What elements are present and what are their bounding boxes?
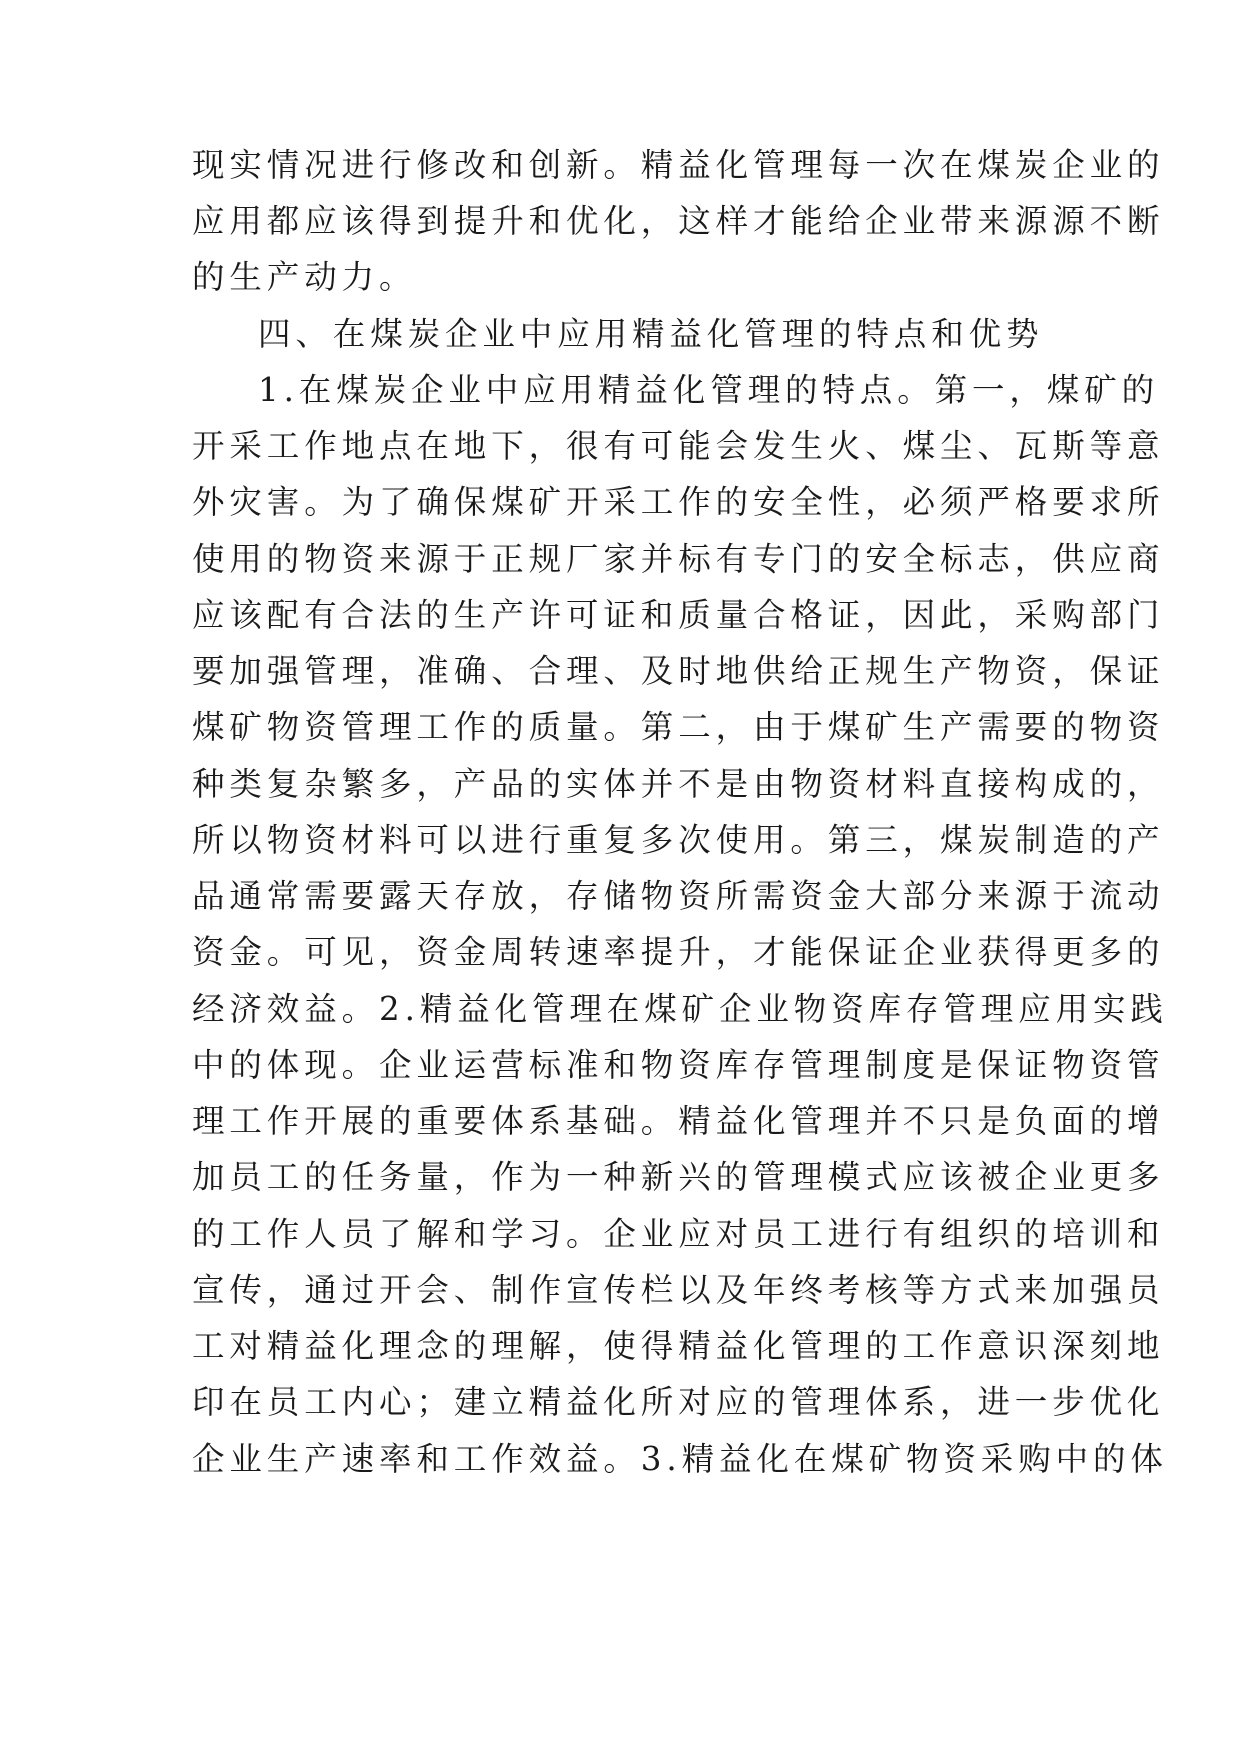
text-line: 所以物资材料可以进行重复多次使用。第三，煤炭制造的产	[192, 821, 1165, 859]
text-line: 经济效益。2.精益化管理在煤矿企业物资库存管理应用实践	[192, 990, 1168, 1028]
section-heading: 四、在煤炭企业中应用精益化管理的特点和优势	[258, 315, 1044, 353]
text-line: 种类复杂繁多，产品的实体并不是由物资材料直接构成的，	[192, 765, 1165, 803]
text-line: 煤矿物资管理工作的质量。第二，由于煤矿生产需要的物资	[192, 708, 1165, 746]
text-line: 使用的物资来源于正规厂家并标有专门的安全标志，供应商	[192, 540, 1165, 578]
text-line: 中的体现。企业运营标准和物资库存管理制度是保证物资管	[192, 1046, 1165, 1084]
text-line: 工对精益化理念的理解，使得精益化管理的工作意识深刻地	[192, 1327, 1165, 1365]
text-line: 现实情况进行修改和创新。精益化管理每一次在煤炭企业的	[192, 146, 1165, 184]
text-line: 企业生产速率和工作效益。3.精益化在煤矿物资采购中的体	[192, 1440, 1168, 1478]
text-line: 加员工的任务量，作为一种新兴的管理模式应该被企业更多	[192, 1158, 1165, 1196]
text-line: 1.在煤炭企业中应用精益化管理的特点。第一，煤矿的	[258, 371, 1160, 409]
text-line: 理工作开展的重要体系基础。精益化管理并不只是负面的增	[192, 1102, 1165, 1140]
text-line: 的生产动力。	[192, 258, 417, 296]
text-line: 的工作人员了解和学习。企业应对员工进行有组织的培训和	[192, 1215, 1165, 1253]
text-line: 印在员工内心；建立精益化所对应的管理体系，进一步优化	[192, 1383, 1165, 1421]
text-line: 宣传，通过开会、制作宣传栏以及年终考核等方式来加强员	[192, 1271, 1165, 1309]
text-line: 品通常需要露天存放，存储物资所需资金大部分来源于流动	[192, 877, 1165, 915]
text-line: 开采工作地点在地下，很有可能会发生火、煤尘、瓦斯等意	[192, 427, 1165, 465]
text-line: 资金。可见，资金周转速率提升，才能保证企业获得更多的	[192, 933, 1165, 971]
text-line: 应该配有合法的生产许可证和质量合格证，因此，采购部门	[192, 596, 1165, 634]
text-line: 外灾害。为了确保煤矿开采工作的安全性，必须严格要求所	[192, 483, 1165, 521]
text-line: 要加强管理，准确、合理、及时地供给正规生产物资，保证	[192, 652, 1165, 690]
text-line: 应用都应该得到提升和优化，这样才能给企业带来源源不断	[192, 202, 1165, 240]
